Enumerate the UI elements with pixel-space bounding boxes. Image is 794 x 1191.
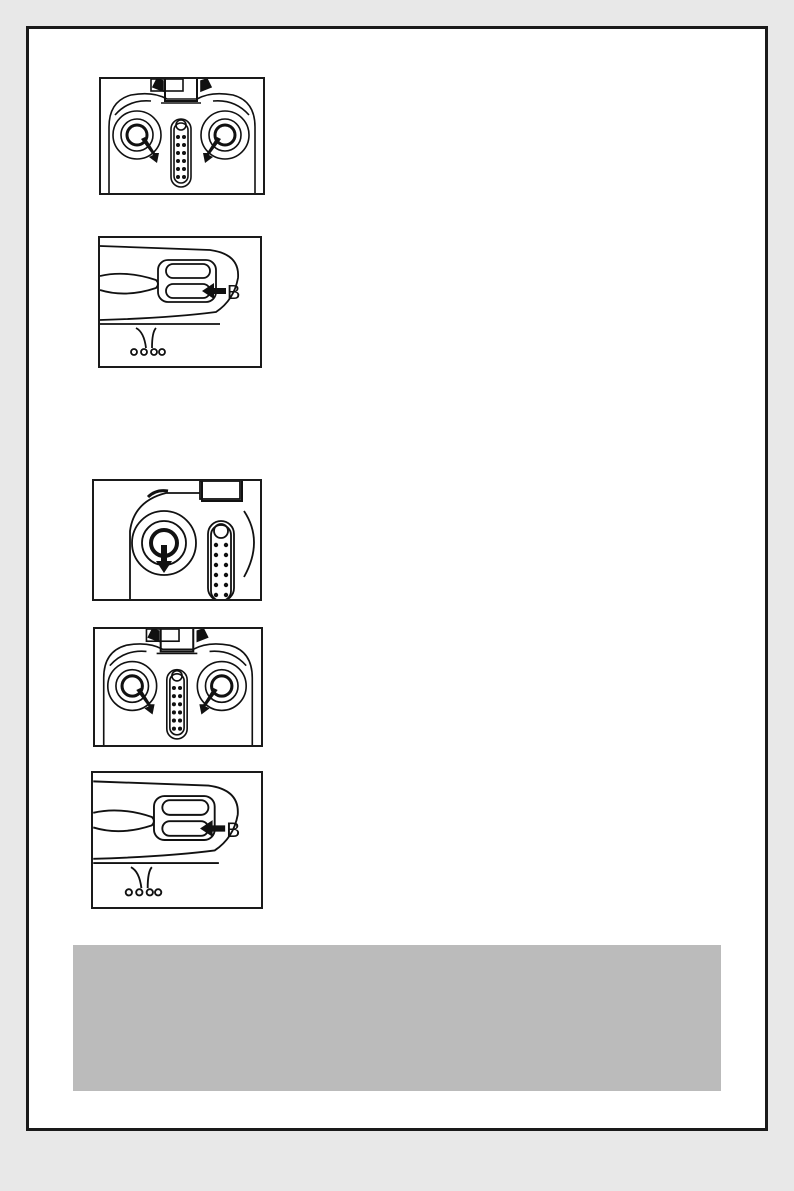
controller-sticks-figure-1 xyxy=(99,77,265,195)
note-box xyxy=(73,945,721,1091)
controller-button-b-figure-1 xyxy=(98,236,262,368)
button-b-label: B xyxy=(226,818,241,842)
controller-front-illustration xyxy=(101,79,263,193)
controller-front-illustration xyxy=(95,629,261,745)
controller-left-stick-figure xyxy=(92,479,262,601)
manual-page xyxy=(26,26,768,1131)
button-b-label: B xyxy=(227,282,241,304)
controller-closeup-illustration xyxy=(94,481,260,599)
controller-side-illustration xyxy=(93,773,261,907)
controller-side-illustration xyxy=(100,238,260,366)
controller-button-b-figure-2 xyxy=(91,771,263,909)
controller-sticks-figure-2 xyxy=(93,627,263,747)
